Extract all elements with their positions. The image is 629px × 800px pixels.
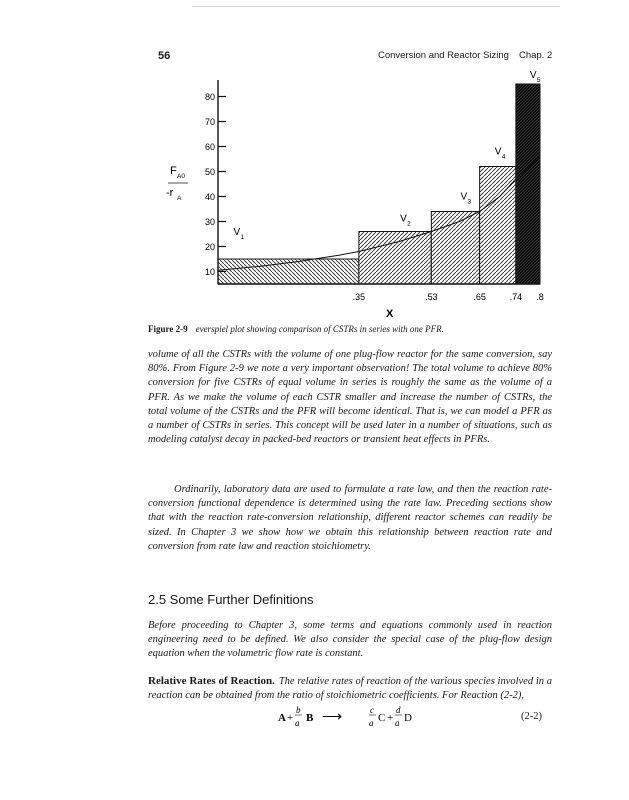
cstr-bar-2	[359, 232, 431, 285]
y-tick-label: 40	[204, 192, 215, 202]
x-tick-label: .35	[352, 292, 366, 302]
equation-number: (2-2)	[521, 711, 542, 722]
x-ticks	[353, 292, 544, 302]
figure-label: Figure 2-9	[148, 324, 188, 334]
figure-2-9	[0, 0, 629, 320]
page-number: 56	[158, 50, 171, 62]
y-tick-label: 50	[204, 167, 215, 177]
y-label-denominator-sub: A	[177, 195, 182, 202]
eq-coef-b: b	[296, 705, 301, 715]
x-axis-label: X	[386, 308, 394, 320]
volume-label-sub-3: 3	[467, 198, 472, 206]
volume-label-2: V	[400, 213, 407, 225]
cstr-bar-3	[431, 212, 479, 285]
volume-label-5: V	[529, 70, 537, 81]
eq-species-a: A	[278, 712, 286, 724]
running-title: Conversion and Reactor Sizing	[378, 50, 509, 61]
figure-caption	[148, 324, 568, 334]
volume-label-sub-4: 4	[501, 153, 506, 161]
paragraph-3: Before proceeding to Chapter 3, some terms and equations commonly used in reaction engineering need to be defined. We also consider the special case of the plug-flow design equation when the volumetric flow rate is constant.	[148, 620, 552, 660]
x-tick-label: .53	[425, 292, 438, 302]
y-tick-label: 80	[204, 92, 215, 102]
caption-text: everspiel plot showing comparison of CSTRs in series with one PFR.	[195, 324, 444, 334]
paragraph-4-heading: Relative Rates of Reaction.	[148, 675, 275, 687]
eq-species-c: C	[378, 712, 386, 724]
y-tick-label: 30	[204, 217, 215, 227]
volume-label-sub-5: 5	[536, 77, 541, 84]
x-tick-label: .74	[509, 292, 523, 302]
volume-label-4: V	[494, 146, 502, 158]
paragraph-4-text: The relative rates of reaction of the various species involved in a reaction can be obtained from the ratio of stoichiometric coefficients. For Reaction (2-2),	[148, 676, 553, 702]
volume-label-sub-2: 2	[407, 220, 411, 228]
volume-label-sub-1: 1	[240, 234, 245, 241]
y-ticks	[205, 92, 226, 277]
eq-den-1: a	[295, 718, 300, 728]
eq-coef-d: d	[396, 705, 401, 715]
eq-plus-2: +	[387, 712, 394, 724]
eq-plus-1: +	[287, 712, 294, 724]
eq-arrow: ⟶	[322, 710, 343, 725]
eq-den-3: a	[395, 718, 400, 728]
y-tick-label: 20	[204, 242, 215, 252]
y-tick-label: 70	[204, 117, 215, 127]
paragraph-1: volume of all the CSTRs with the volume of one plug-flow reactor for the same conversion, say 80%. From Figure 2-9 we note a very important observation! The total volume to achieve 80% conversion for five CSTRs of equal volume in series is roughly the same as the volume of a PFR. As we make the volume of each CSTR smaller and increase the number of CSTRs, the total volume of the CSTRs and the PFR will become identical. That is, we can model a PFR as a number of CSTRs in series. This concept will be used later in a number of situations, such as modeling catalyst decay in packed-bed reactors or transient heat effects in PFRs.	[148, 349, 552, 446]
paragraph-2: Ordinarily, laboratory data are used to formulate a rate law, and then the reaction rate-conversion functional dependence is determined using the rate law. Preceding sections show that with the reaction rate-conversion relationship, different reactor schemes can readily be sized. In Chapter 3 we show how we obtain this relationship between reaction rate and conversion from rate law and reaction stoichiometry.	[148, 484, 552, 552]
volume-label-3: V	[460, 191, 468, 203]
eq-species-d: D	[404, 712, 412, 724]
y-label-denominator: -r	[166, 187, 174, 199]
y-tick-label: 10	[204, 267, 215, 277]
cstr-bar-5	[516, 84, 540, 284]
paragraph-4	[148, 674, 552, 703]
eq-den-2: a	[369, 718, 374, 728]
y-label-numerator-sub: A0	[177, 173, 185, 180]
eq-coef-c: c	[370, 705, 374, 715]
y-axis-label	[166, 165, 188, 202]
y-tick-label: 60	[204, 142, 215, 152]
volume-label-1: V	[233, 227, 241, 238]
x-tick-label: .8	[536, 292, 544, 302]
equation-2-2	[270, 704, 510, 730]
chapter-label: Chap. 2	[518, 50, 553, 61]
cstr-bar-4	[480, 167, 516, 285]
cstr-bars	[218, 84, 540, 284]
section-title: 2.5 Some Further Definitions	[148, 592, 314, 607]
x-tick-label: .65	[473, 292, 486, 302]
eq-species-b: B	[306, 712, 314, 724]
y-label-numerator: F	[170, 165, 177, 177]
